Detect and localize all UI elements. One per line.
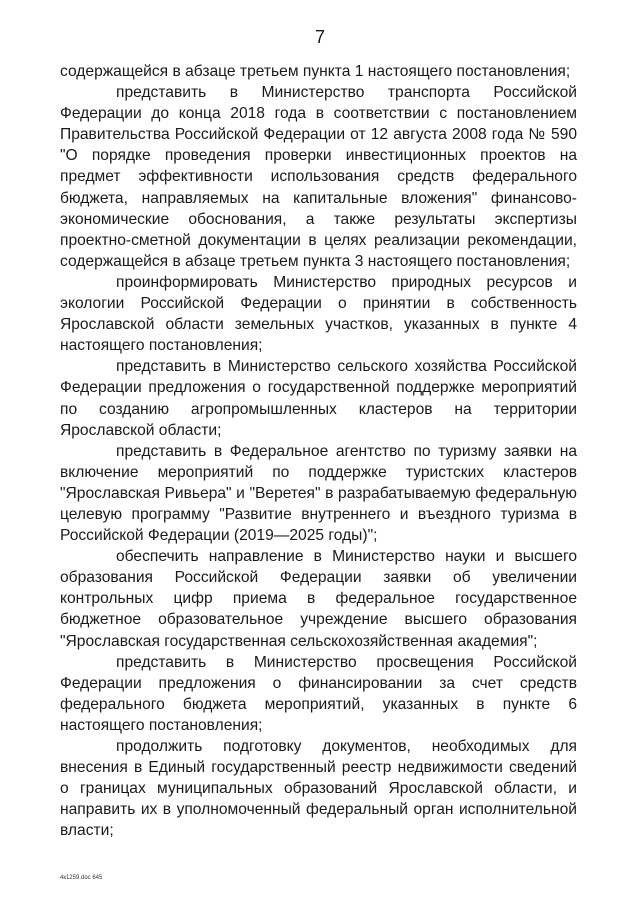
paragraph-transport-ministry: представить в Министерство транспорта Российской Федерации до конца 2018 года в соответствии с постановлением Правительства Российской Федерации от 12 августа 2008 года № 590 "О порядке проведения проверки инвестиционных проектов на предмет эффективности использования средств федерального бюджета, направляемых на капитальные вложения" финансово-экономические обоснования, а также результаты экспертизы проектно-сметной документации в целях реализации рекомендации, содержащейся в абзаце третьем пункта 3 настоящего постановления; [60, 84, 577, 270]
paragraph-enlightenment: представить в Министерство просвещения Российской Федерации предложения о финансировании за счет средств федерального бюджета мероприятий, указанных в пункте 6 настоящего постановления; [60, 653, 577, 734]
paragraph-tourism: представить в Федеральное агентство по туризму заявки на включение мероприятий по поддержке туристских кластеров "Ярославская Ривьера" и "Веретея" в разрабатываемую федеральную целевую программу "Развитие внутреннего и въездного туризма в Российской Федерации (2019—2025 годы)"; [60, 442, 577, 545]
document-body [60, 61, 577, 841]
paragraph-natural-resources: проинформировать Министерство природных ресурсов и экологии Российской Федерации о принятии в собственность Ярославской области земельных участков, указанных в пункте 4 настоящего постановления; [60, 273, 577, 355]
paragraph-agriculture: представить в Министерство сельского хозяйства Российской Федерации предложения о государственной поддержке мероприятий по созданию агропромышленных кластеров на территории Ярославской области; [60, 358, 577, 439]
page-number: 7 [314, 27, 325, 47]
footer-document-code: 4к1259.doc 645 [60, 875, 103, 881]
paragraph-science-education: обеспечить направление в Министерство науки и высшего образования Российской Федерации заявки об увеличении контрольных цифр приема в федеральное государственное бюджетное образовательное учреждение высшего образования "Ярославская государственная сельскохозяйственная академия"; [60, 548, 577, 650]
paragraph-continuation: содержащейся в абзаце третьем пункта 1 настоящего постановления; [60, 63, 571, 80]
paragraph-real-estate-registry: продолжить подготовку документов, необходимых для внесения в Единый государственный реестр недвижимости сведений о границах муниципальных образований Ярославской области, и направить их в уполномоченный федеральный орган исполнительной власти; [60, 738, 577, 840]
